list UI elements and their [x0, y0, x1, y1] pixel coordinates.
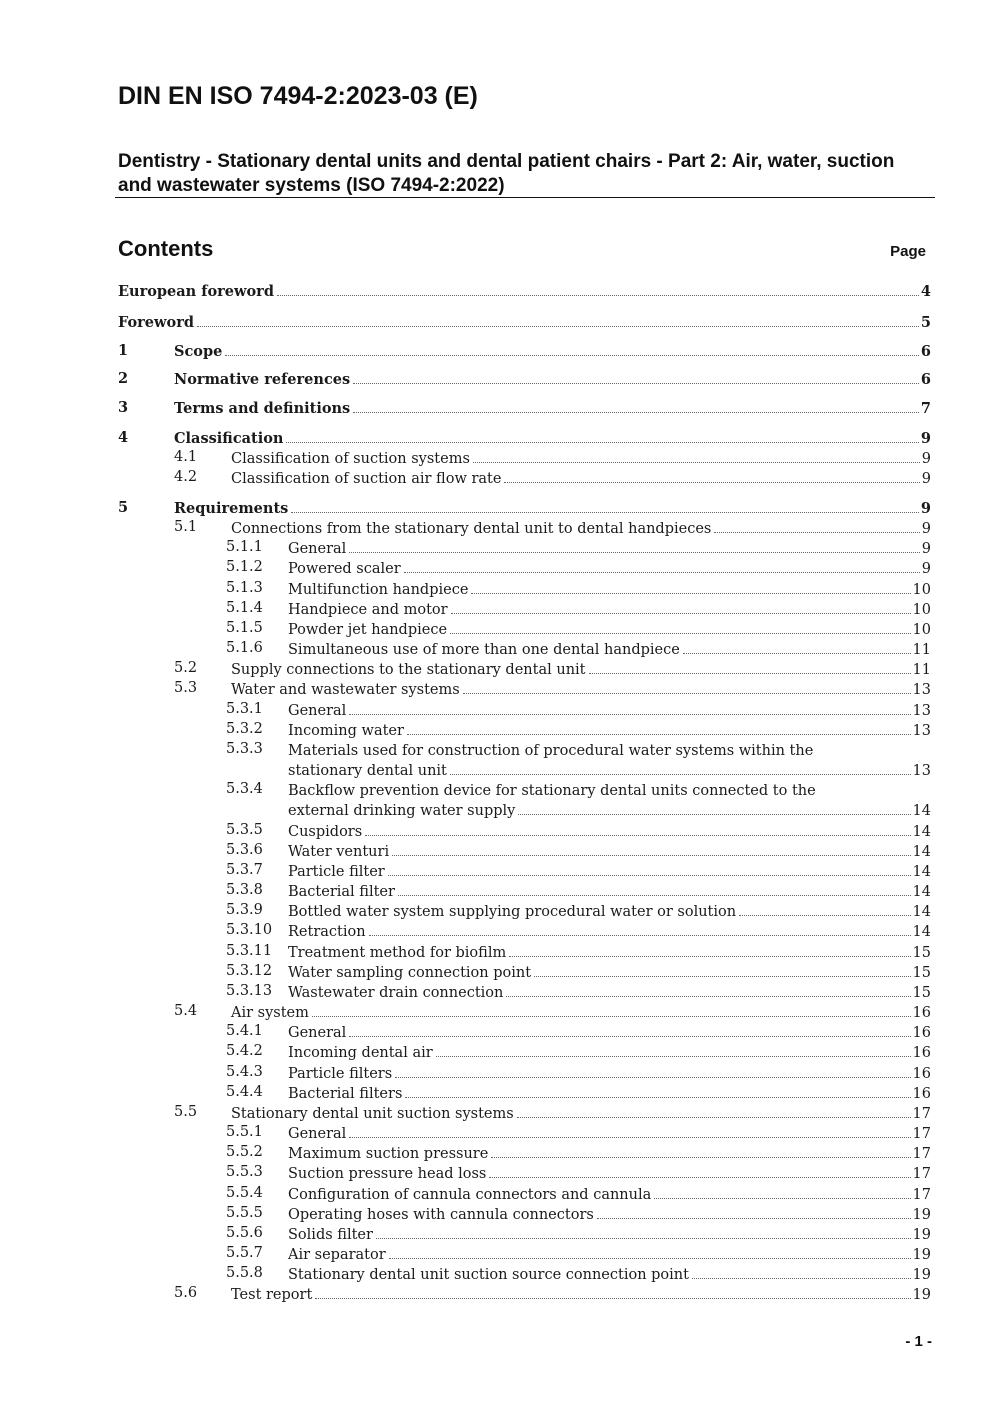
toc-number: 5.1.5 — [226, 620, 263, 636]
toc-page: 13 — [912, 682, 931, 698]
toc-number: 5.3.10 — [226, 922, 273, 938]
dot-leader — [491, 1157, 910, 1158]
toc-label: Water and wastewater systems — [231, 682, 460, 698]
toc-label: Wastewater drain connection — [288, 985, 504, 1001]
toc-label: Classification of suction systems — [231, 451, 470, 467]
toc-page: 9 — [920, 430, 931, 447]
dot-leader — [353, 383, 919, 384]
toc-page: 10 — [912, 582, 931, 598]
dot-leader — [197, 326, 919, 327]
dot-leader — [312, 1016, 911, 1017]
toc-page: 14 — [912, 864, 931, 880]
toc-page: 14 — [912, 924, 931, 940]
toc-page: 17 — [912, 1187, 931, 1203]
toc-page: 14 — [912, 803, 931, 819]
toc-page: 14 — [912, 824, 931, 840]
toc-label: Operating hoses with cannula connectors — [288, 1207, 594, 1223]
toc-page: 11 — [912, 642, 931, 658]
dot-leader — [277, 295, 919, 296]
toc-page: 17 — [912, 1166, 931, 1182]
toc-label: Stationary dental unit suction source connection point — [288, 1267, 689, 1283]
title-divider — [115, 197, 935, 198]
toc-number: 5.1 — [174, 519, 198, 535]
toc-page: 16 — [912, 1066, 931, 1082]
toc-label: Suction pressure head loss — [288, 1166, 487, 1182]
toc-label: Maximum suction pressure — [288, 1146, 489, 1162]
toc-number: 5.3.6 — [226, 842, 263, 858]
dot-leader — [506, 996, 910, 997]
toc-label: Water sampling connection point — [288, 965, 532, 981]
toc-page: 9 — [921, 471, 931, 487]
toc-label: Terms and definitions — [174, 400, 351, 417]
toc-page: 9 — [921, 521, 931, 537]
toc-label-line-1: Materials used for construction of procedural water systems within the — [288, 743, 814, 759]
toc-label: General — [288, 703, 347, 719]
toc-label-line-1: Backflow prevention device for stationary dental units connected to the — [288, 783, 816, 799]
toc-page: 13 — [912, 703, 931, 719]
toc-label: stationary dental unit — [288, 763, 447, 779]
toc-label: Bacterial filter — [288, 884, 395, 900]
toc-number: 5.3 — [174, 680, 198, 696]
toc-page: 17 — [912, 1146, 931, 1162]
toc-number: 5.5.5 — [226, 1205, 263, 1221]
toc-label: Requirements — [174, 500, 289, 517]
dot-leader — [286, 442, 918, 443]
dot-leader — [463, 693, 911, 694]
toc-page: 14 — [912, 904, 931, 920]
toc-number: 5.1.4 — [226, 600, 263, 616]
dot-leader — [225, 355, 919, 356]
dot-leader — [388, 875, 911, 876]
toc-number: 4.1 — [174, 449, 198, 465]
toc-number: 5.3.5 — [226, 822, 263, 838]
dot-leader — [683, 653, 911, 654]
dot-leader — [534, 976, 911, 977]
toc-label: Powder jet handpiece — [288, 622, 448, 638]
toc-number: 5.1.3 — [226, 580, 263, 596]
page-number: - 1 - — [905, 1333, 932, 1350]
toc-label: Classification of suction air flow rate — [231, 471, 502, 487]
toc-number: 5.3.1 — [226, 701, 263, 717]
dot-leader — [509, 956, 910, 957]
toc-label: Bacterial filters — [288, 1086, 403, 1102]
toc-number: 5.1.1 — [226, 539, 263, 555]
toc-page: 16 — [912, 1025, 931, 1041]
toc-number: 5.5.1 — [226, 1124, 263, 1140]
toc-number: 5.2 — [174, 660, 198, 676]
dot-leader — [471, 593, 910, 594]
toc-page: 19 — [912, 1207, 931, 1223]
toc-label: Retraction — [288, 924, 366, 940]
toc-label: Test report — [231, 1287, 313, 1303]
dot-leader — [349, 714, 910, 715]
dot-leader — [504, 482, 919, 483]
toc-page: 19 — [912, 1287, 931, 1303]
toc-page: 15 — [912, 965, 931, 981]
toc-number: 5.3.8 — [226, 882, 263, 898]
toc-page: 10 — [912, 602, 931, 618]
toc-label: General — [288, 1126, 347, 1142]
toc-label: Air system — [231, 1005, 309, 1021]
toc-number: 5.3.7 — [226, 862, 263, 878]
toc-label: Solids filter — [288, 1227, 373, 1243]
toc-label: General — [288, 541, 347, 557]
dot-leader — [392, 855, 910, 856]
document-title: Dentistry - Stationary dental units and dental patient chairs - Part 2: Air, water, suction and wastewater systems (ISO 7494-2:2022) — [118, 151, 895, 196]
toc-label: Supply connections to the stationary dental unit — [231, 662, 586, 678]
dot-leader — [517, 1117, 911, 1118]
contents-heading: Contents — [118, 236, 214, 261]
dot-leader — [349, 1036, 910, 1037]
toc-number: 5.4.2 — [226, 1043, 263, 1059]
toc-label: European foreword — [118, 283, 274, 300]
dot-leader — [407, 734, 911, 735]
toc-label: Foreword — [118, 314, 194, 331]
dot-leader — [589, 673, 911, 674]
toc-label: Incoming dental air — [288, 1045, 433, 1061]
toc-label: Particle filters — [288, 1066, 393, 1082]
dot-leader — [436, 1056, 911, 1057]
toc-page: 16 — [912, 1045, 931, 1061]
toc-label: Bottled water system supplying procedural water or solution — [288, 904, 737, 920]
dot-leader — [376, 1238, 911, 1239]
toc-number: 5.3.4 — [226, 781, 263, 797]
toc-number: 5.5.3 — [226, 1164, 263, 1180]
toc-label: Simultaneous use of more than one dental handpiece — [288, 642, 680, 658]
dot-leader — [365, 835, 910, 836]
toc-number: 5.3.12 — [226, 963, 273, 979]
page-column-heading: Page — [890, 243, 926, 260]
toc-number: 5.3.11 — [226, 943, 273, 959]
toc-page: 19 — [912, 1247, 931, 1263]
dot-leader — [451, 613, 911, 614]
toc-label: Normative references — [174, 371, 351, 388]
toc-number: 5.5.2 — [226, 1144, 263, 1160]
dot-leader — [291, 512, 919, 513]
toc-page: 17 — [912, 1106, 931, 1122]
toc-number: 5.4.1 — [226, 1023, 263, 1039]
toc-number: 5.3.3 — [226, 741, 263, 757]
toc-number: 5.3.13 — [226, 983, 273, 999]
toc-number: 5.4.4 — [226, 1084, 263, 1100]
toc-page: 19 — [912, 1227, 931, 1243]
toc-number: 5.5.6 — [226, 1225, 263, 1241]
toc-page: 10 — [912, 622, 931, 638]
toc-page: 15 — [912, 945, 931, 961]
toc-page: 14 — [912, 844, 931, 860]
dot-leader — [739, 915, 910, 916]
dot-leader — [349, 1137, 910, 1138]
toc-label: Particle filter — [288, 864, 385, 880]
toc-page: 13 — [912, 763, 931, 779]
dot-leader — [398, 895, 911, 896]
toc-label: Connections from the stationary dental unit to dental handpieces — [231, 521, 712, 537]
toc-number: 4 — [118, 429, 129, 446]
toc-page: 16 — [912, 1005, 931, 1021]
dot-leader — [315, 1298, 910, 1299]
toc-label: Multifunction handpiece — [288, 582, 469, 598]
toc-number: 5.3.9 — [226, 902, 263, 918]
toc-page: 6 — [920, 343, 931, 360]
document-id: DIN EN ISO 7494-2:2023-03 (E) — [118, 82, 478, 110]
toc-label: General — [288, 1025, 347, 1041]
toc-page: 9 — [921, 541, 931, 557]
toc-number: 2 — [118, 370, 129, 387]
dot-leader — [349, 552, 919, 553]
dot-leader — [597, 1218, 911, 1219]
toc-page: 9 — [920, 500, 931, 517]
toc-number: 5.6 — [174, 1285, 198, 1301]
toc-label: Handpiece and motor — [288, 602, 448, 618]
toc-label: Treatment method for biofilm — [288, 945, 507, 961]
toc-page: 14 — [912, 884, 931, 900]
dot-leader — [353, 412, 919, 413]
toc-number: 5 — [118, 499, 129, 516]
toc-label: Configuration of cannula connectors and cannula — [288, 1187, 652, 1203]
toc-page: 9 — [921, 561, 931, 577]
dot-leader — [369, 935, 911, 936]
dot-leader — [489, 1177, 910, 1178]
dot-leader — [714, 532, 919, 533]
dot-leader — [395, 1077, 910, 1078]
toc-page: 6 — [920, 371, 931, 388]
toc-label: Classification — [174, 430, 284, 447]
toc-label: Incoming water — [288, 723, 404, 739]
toc-page: 4 — [920, 283, 931, 300]
dot-leader — [654, 1198, 910, 1199]
toc-number: 5.4 — [174, 1003, 198, 1019]
toc-page: 7 — [920, 400, 931, 417]
toc-number: 5.1.2 — [226, 559, 263, 575]
toc-number: 3 — [118, 399, 129, 416]
toc-number: 5.5 — [174, 1104, 198, 1120]
toc-number: 5.4.3 — [226, 1064, 263, 1080]
toc-label: Cuspidors — [288, 824, 363, 840]
toc-page: 9 — [921, 451, 931, 467]
dot-leader — [450, 774, 911, 775]
toc-page: 17 — [912, 1126, 931, 1142]
dot-leader — [404, 572, 920, 573]
toc-page: 13 — [912, 723, 931, 739]
toc-number: 5.5.8 — [226, 1265, 263, 1281]
toc-number: 5.3.2 — [226, 721, 263, 737]
dot-leader — [518, 814, 910, 815]
dot-leader — [692, 1278, 911, 1279]
toc-label: Water venturi — [288, 844, 390, 860]
toc-label: external drinking water supply — [288, 803, 516, 819]
toc-page: 5 — [920, 314, 931, 331]
toc-label: Air separator — [288, 1247, 386, 1263]
toc-page: 11 — [912, 662, 931, 678]
toc-number: 5.5.7 — [226, 1245, 263, 1261]
toc-label: Powered scaler — [288, 561, 401, 577]
dot-leader — [405, 1097, 910, 1098]
dot-leader — [473, 462, 920, 463]
toc-label: Stationary dental unit suction systems — [231, 1106, 514, 1122]
dot-leader — [389, 1258, 911, 1259]
dot-leader — [450, 633, 911, 634]
toc-label: Scope — [174, 343, 223, 360]
toc-number: 4.2 — [174, 469, 198, 485]
toc-number: 5.5.4 — [226, 1185, 263, 1201]
toc-number: 1 — [118, 342, 129, 359]
toc-page: 15 — [912, 985, 931, 1001]
toc-number: 5.1.6 — [226, 640, 263, 656]
toc-page: 19 — [912, 1267, 931, 1283]
toc-page: 16 — [912, 1086, 931, 1102]
